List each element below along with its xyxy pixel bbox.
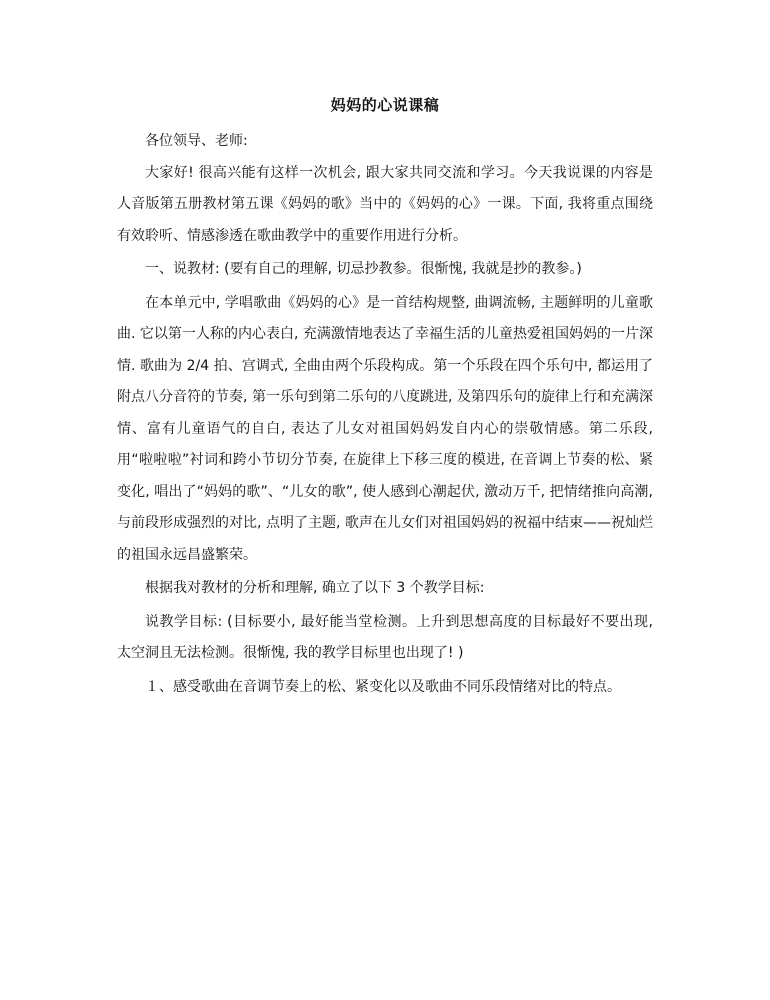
document-title: 妈妈的心说课稿 bbox=[330, 96, 440, 114]
paragraph-goal-1: １、感受歌曲在音调节奏上的松、紧变化以及歌曲不同乐段情绪对比的特点。 bbox=[145, 678, 621, 695]
paragraph-analysis: 在本单元中, 学唱歌曲《妈妈的心》是一首结构规整, 曲调流畅, 主题鲜明的儿童歌曲. 它以第一人称的内心表白, 充满激情地表达了幸福生活的儿童热爱祖国妈妈的一片深情. 歌曲为 2/4 拍、宫调式, 全曲由两个乐段构成。第一个乐段在四个乐句中, 都运用了附点八分音符的节奏, 第一乐句到第二乐句的八度跳进, 及第四乐句的旋律上行和充满深情、富有儿童语气的自白, 表达了儿女对祖国妈妈发自内心的崇敬情感。第二乐段, 用“啦啦啦”衬词和跨小节切分节奏, 在旋律上下移三度的模进, 在音调上节奏的松、紧变化, 唱出了“妈妈的歌”、“儿女的歌”, 使人感到心潮起伏, 激动万千, 把情绪推向高潮, 与前段形成强烈的对比, 点明了主题, 歌声在儿女们对祖国妈妈的祝福中结束——祝灿烂的祖国永远昌盛繁荣。 bbox=[117, 294, 653, 563]
document-body bbox=[117, 126, 653, 705]
paragraph-greeting: 各位领导、老师: bbox=[145, 133, 248, 149]
paragraph-intro: 大家好! 很高兴能有这样一次机会, 跟大家共同交流和学习。今天我说课的内容是人音版第五册教材第五课《妈妈的歌》当中的《妈妈的心》一课。下面, 我将重点围绕有效聆听、情感渗透在歌曲教学中的重要作用进行分析。 bbox=[117, 164, 653, 244]
paragraph-section-heading: 一、说教材: (要有自己的理解, 切忌抄教参。很惭愧, 我就是抄的教参。) bbox=[145, 261, 582, 277]
paragraph-goals-note: 说教学目标: (目标要小, 最好能当堂检测。上升到思想高度的目标最好不要出现, 太空洞且无法检测。很惭愧, 我的教学目标里也出现了! ) bbox=[117, 613, 653, 661]
paragraph-goals-lead: 根据我对教材的分析和理解, 确立了以下 3 个教学目标: bbox=[145, 580, 485, 596]
